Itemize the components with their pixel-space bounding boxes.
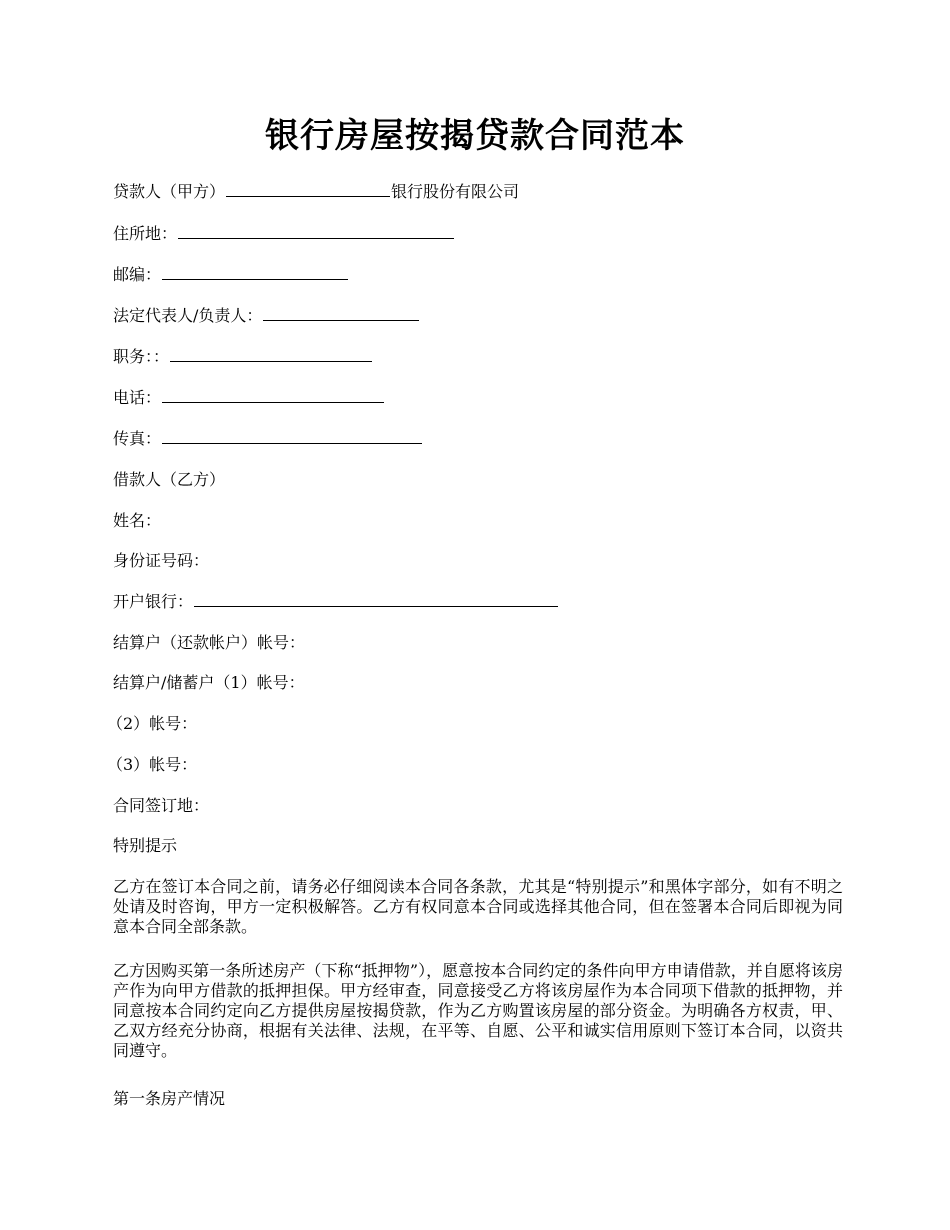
phone-blank: [162, 386, 384, 403]
notice-paragraph: 乙方在签订本合同之前，请务必仔细阅读本合同各条款，尤其是“特别提示”和黑体字部分，如有不明之处请及时咨询，甲方一定积极解答。乙方有权同意本合同或选择其他合同，但在签署本合同后即视为同意本合同全部条款。: [113, 877, 843, 936]
representative-line: [113, 304, 420, 328]
lender-name-blank: [226, 180, 390, 197]
address-blank: [178, 222, 454, 239]
representative-blank: [263, 304, 419, 321]
lender-label: 贷款人（甲方）: [113, 182, 226, 201]
fax-line: [113, 427, 423, 451]
representative-label: 法定代表人/负责人：: [113, 306, 263, 325]
id-number-label: 身份证号码：: [113, 551, 210, 570]
postcode-line: [113, 263, 349, 287]
page-title: 银行房屋按揭贷款合同范本: [265, 116, 685, 156]
bank-line: [113, 590, 559, 614]
account-2-label: （2）帐号：: [107, 714, 198, 733]
notice-heading: 特别提示: [113, 836, 178, 855]
address-line: [113, 222, 455, 246]
account-3-label: （3）帐号：: [107, 755, 198, 774]
position-line: [113, 345, 373, 369]
postcode-blank: [162, 263, 348, 280]
bank-blank: [194, 590, 558, 607]
position-label: 职务：：: [113, 347, 170, 366]
position-blank: [170, 345, 372, 362]
settlement-account-label: 结算户（还款帐户）帐号：: [113, 633, 306, 652]
fax-blank: [162, 427, 422, 444]
savings-account-1-label: 结算户/储蓄户（1）帐号：: [113, 673, 305, 692]
phone-label: 电话：: [113, 388, 162, 407]
bank-label: 开户银行：: [113, 592, 194, 611]
fax-label: 传真：: [113, 429, 162, 448]
article-1-heading: 第一条房产情况: [113, 1089, 226, 1108]
borrower-label: 借款人（乙方）: [113, 470, 226, 489]
lender-suffix: 银行股份有限公司: [391, 182, 520, 201]
phone-line: [113, 386, 385, 410]
purpose-paragraph: 乙方因购买第一条所述房产（下称“抵押物”），愿意按本合同约定的条件向甲方申请借款，并自愿将该房产作为向甲方借款的抵押担保。甲方经审查，同意接受乙方将该房屋作为本合同项下借款的抵押物，并同意按本合同约定向乙方提供房屋按揭贷款，作为乙方购置该房屋的部分资金。为明确各方权责，甲、乙双方经充分协商，根据有关法律、法规，在平等、自愿、公平和诚实信用原则下签订本合同，以资共同遵守。: [113, 961, 843, 1060]
signing-place-label: 合同签订地：: [113, 796, 210, 815]
address-label: 住所地：: [113, 224, 178, 243]
postcode-label: 邮编：: [113, 265, 162, 284]
lender-line: [113, 180, 519, 204]
name-label: 姓名：: [113, 511, 162, 530]
